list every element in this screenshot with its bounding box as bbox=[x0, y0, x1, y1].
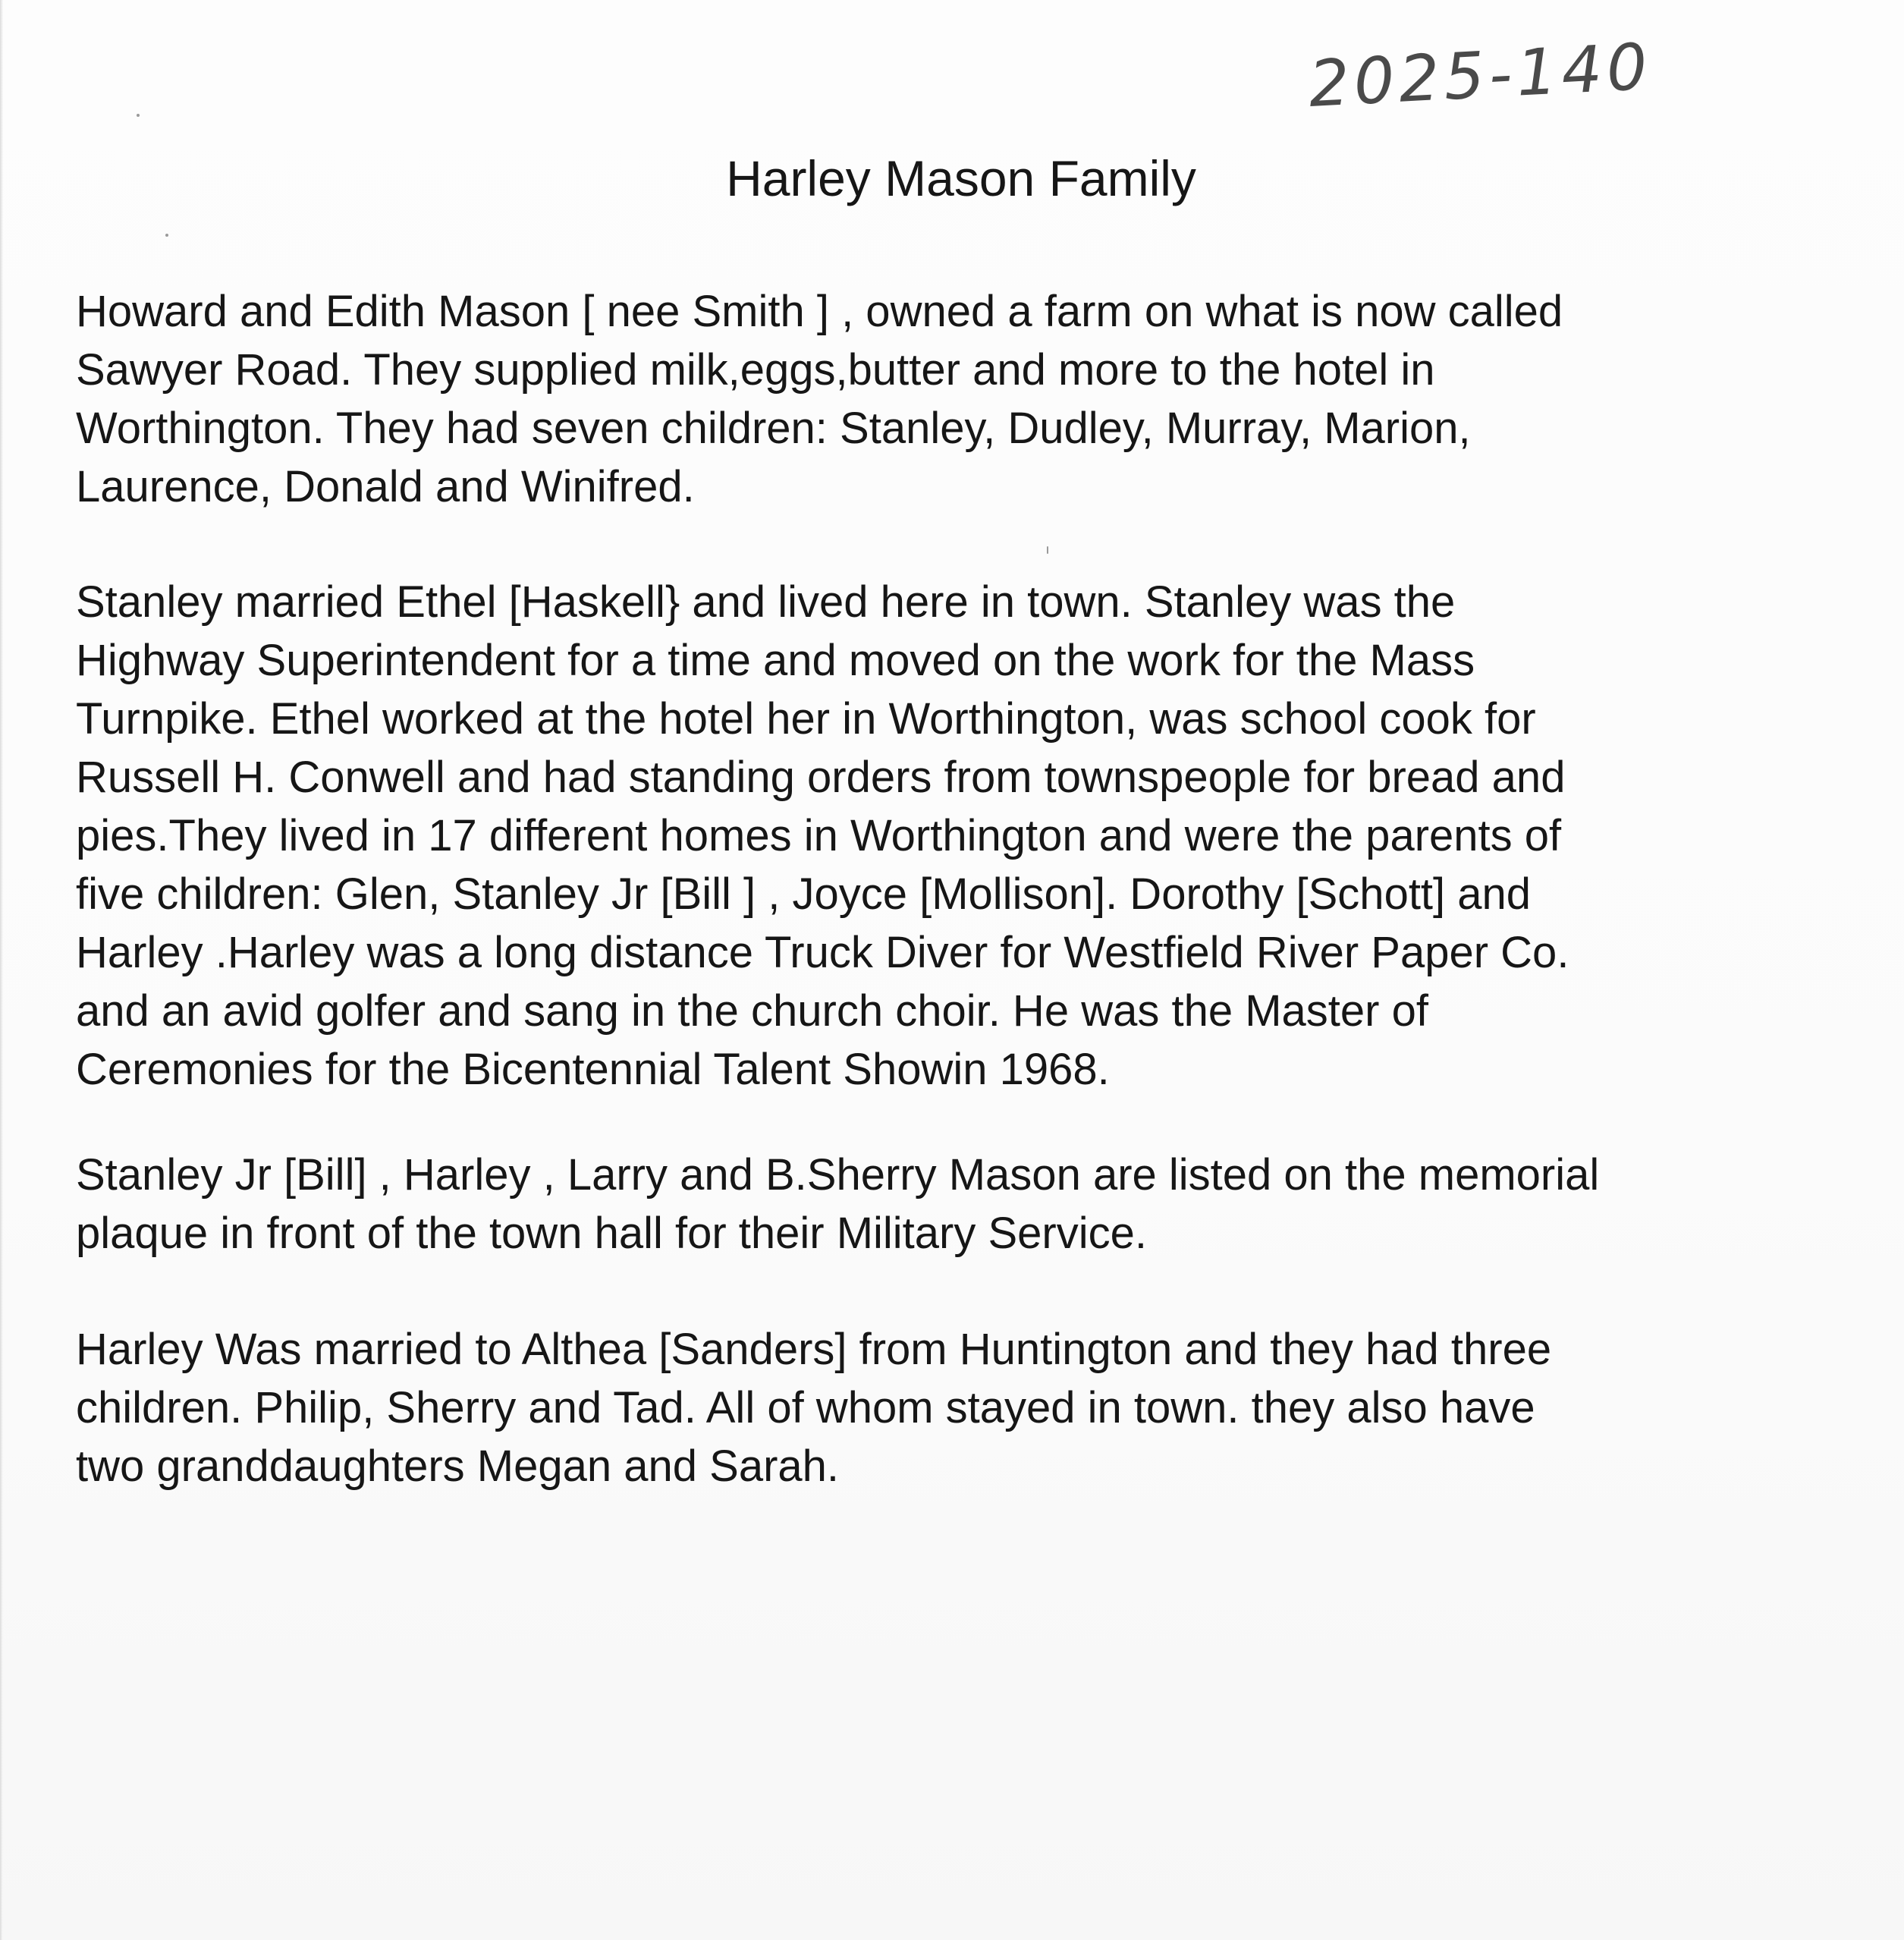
paper-speck bbox=[137, 114, 140, 117]
page-edge-shadow bbox=[0, 0, 3, 1940]
paragraph-mason-farm: Howard and Edith Mason [ nee Smith ] , owned a farm on what is now called Sawyer Road. They supplied milk,eggs,butter and more to the hotel in Worthington. They had seven children: Stanley, Dudley, Murray, Marion, Laurence, Donald and Winifred. bbox=[76, 287, 1563, 511]
document-title-text: Harley Mason Family bbox=[726, 150, 1196, 206]
paragraph-stanley-ethel: Stanley married Ethel [Haskell} and lived here in town. Stanley was the Highway Superintendent for a time and moved on the work for the Mass Turnpike. Ethel worked at the hotel her in Worthington, was school cook for Russell H. Conwell and had standing orders from townspeople for bread and pies.They lived in 17 different homes in Worthington and were the parents of five children: Glen, Stanley Jr [Bill ] , Joyce [Mollison]. Dorothy [Schott] and Harley .Harley was a long distance Truck Diver for Westfield River Paper Co. and an avid golfer and sang in the church choir. He was the Master of Ceremonies for the Bicentennial Talent Showin 1968. bbox=[76, 577, 1569, 1094]
paragraph-military-service: Stanley Jr [Bill] , Harley , Larry and B.Sherry Mason are listed on the memorial plaque in front of the town hall for their Military Service. bbox=[76, 1150, 1600, 1258]
paper-speck bbox=[165, 234, 168, 237]
handwritten-catalog-number: 2025-140 bbox=[1306, 29, 1654, 121]
document-title bbox=[0, 149, 1904, 209]
paragraph-harley-althea: Harley Was married to Althea [Sanders] from Huntington and they had three children. Philip, Sherry and Tad. All of whom stayed in town. they also have two granddaughters Megan and Sarah. bbox=[76, 1325, 1552, 1491]
paper-speck bbox=[1047, 546, 1048, 554]
